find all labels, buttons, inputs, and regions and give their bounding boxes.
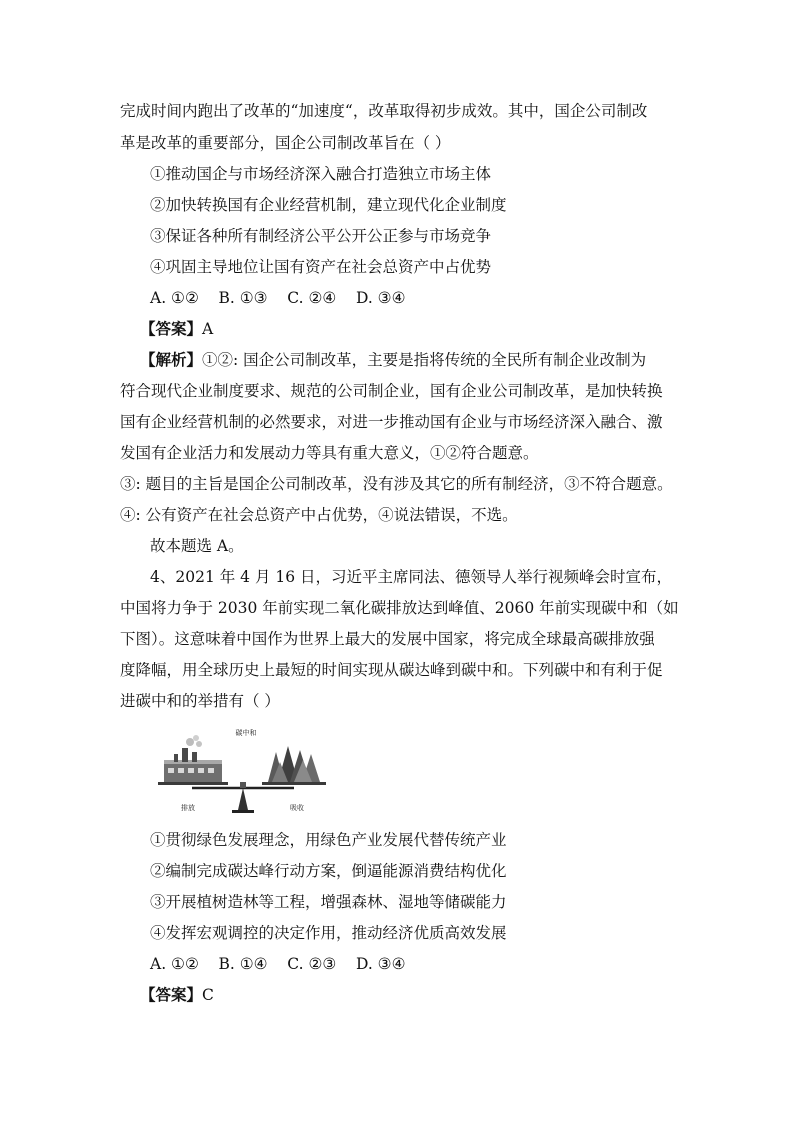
q3-analysis-line-1 [140, 350, 646, 370]
q3-stem-line-2: 革是改革的重要部分，国企公司制改革旨在（ ） [120, 134, 451, 152]
q3-stem-line-1: 完成时间内跑出了改革的“加速度“，改革取得初步成效。其中，国企公司制改 [120, 102, 648, 120]
q3-analysis-line-4: 发国有企业活力和发展动力等具有重大意义，①②符合题意。 [120, 444, 539, 462]
answer-label: 【答案】 [140, 319, 203, 338]
carbon-neutral-figure [154, 724, 330, 816]
q4-stem-line-1: 4、2021 年 4 月 16 日，习近平主席同法、德领导人举行视频峰会时宣布， [150, 568, 673, 586]
emission-label: 排放 [181, 804, 195, 812]
q3-analysis-line-5: ③: 题目的主旨是国企公司制改革，没有涉及其它的所有制经济，③不符合题意。 [120, 475, 673, 493]
balance-beam [192, 782, 294, 813]
absorption-label: 吸收 [290, 804, 304, 812]
q3-analysis-line-6: ④: 公有资产在社会总资产中占优势，④说法错误，不选。 [120, 506, 518, 524]
q3-answer [140, 319, 213, 339]
q3-option-3: ③保证各种所有制经济公平公开公正参与市场竞争 [150, 227, 492, 245]
analysis-label: 【解析】 [140, 350, 203, 369]
q4-stem-line-5: 进碳中和的举措有（ ） [120, 692, 280, 710]
answer-value: C [202, 986, 214, 1004]
q4-option-4: ④发挥宏观调控的决定作用，推动经济优质高效发展 [150, 924, 507, 942]
q3-option-1: ①推动国企与市场经济深入融合打造独立市场主体 [150, 165, 492, 183]
q3-analysis-line-3: 国有企业经营机制的必然要求，对进一步推动国有企业与市场经济深入融合、激 [120, 413, 663, 431]
q4-option-3: ③开展植树造林等工程，增强森林、湿地等储碳能力 [150, 893, 507, 911]
q3-analysis-line-2: 符合现代企业制度要求、规范的公司制企业，国有企业公司制改革，是加快转换 [120, 382, 663, 400]
q3-option-4: ④巩固主导地位让国有资产在社会总资产中占优势 [150, 258, 492, 276]
analysis-text: ①②: 国企公司制改革，主要是指将传统的全民所有制企业改制为 [202, 351, 647, 369]
answer-value: A [202, 320, 214, 338]
q4-option-2: ②编制完成碳达峰行动方案，倒逼能源消费结构优化 [150, 862, 507, 880]
balance-scale-illustration [154, 724, 330, 816]
q4-answer [140, 985, 214, 1005]
q4-option-1: ①贯彻绿色发展理念，用绿色产业发展代替传统产业 [150, 831, 507, 849]
figure-title: 碳中和 [235, 729, 257, 737]
answer-label: 【答案】 [140, 985, 203, 1004]
q4-choices: A. ①② B. ①④ C. ②③ D. ③④ [150, 955, 406, 973]
forest-icon [262, 746, 326, 785]
q3-choices: A. ①② B. ①③ C. ②④ D. ③④ [150, 289, 406, 307]
factory-icon [158, 735, 228, 785]
q3-option-2: ②加快转换国有企业经营机制，建立现代化企业制度 [150, 196, 507, 214]
q4-stem-line-4: 度降幅，用全球历史上最短的时间实现从碳达峰到碳中和。下列碳中和有利于促 [120, 661, 663, 679]
q4-stem-line-3: 下图）。这意味着中国作为世界上最大的发展中国家，将完成全球最高碳排放强 [120, 630, 655, 648]
q3-conclusion: 故本题选 A。 [150, 537, 244, 555]
q4-stem-line-2: 中国将力争于 2030 年前实现二氧化碳排放达到峰值、2060 年前实现碳中和（如 [120, 599, 679, 617]
